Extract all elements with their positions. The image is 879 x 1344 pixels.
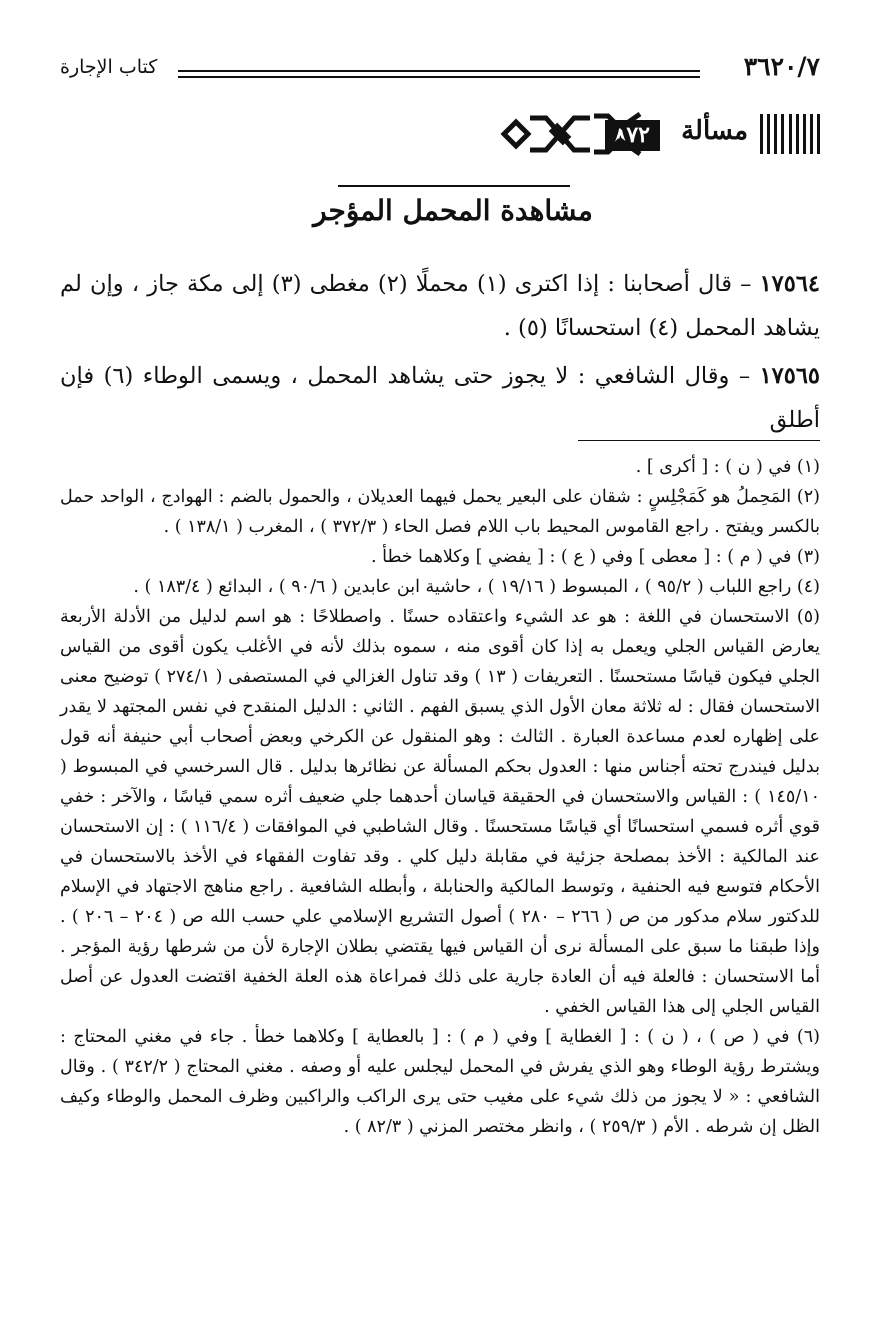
footnote: (٢) المَحِملُ هو كَمَجْلِسٍ : شقان على البعير يحمل فيهما العديلان ، والحمول بالضم : الهوادج ، الواحد حمل بالكسر ويفتح . راجع القاموس المحيط باب اللام فصل الحاء ( ٣٧٢/٣ ) ، المغرب ( ١٣٨/١ ) . <box>60 487 820 537</box>
footnotes <box>60 452 820 1142</box>
knot-ornament-icon <box>490 112 650 156</box>
paragraph <box>60 262 820 350</box>
paragraph-text: – وقال الشافعي : لا يجوز حتى يشاهد المحمل ، ويسمى الوطاء (٦) فإن أطلق <box>60 363 820 433</box>
paragraph-number: ١٧٥٦٥ <box>759 363 820 389</box>
heading-top-rule <box>338 185 570 187</box>
masala-banner <box>490 112 820 156</box>
header-double-rule <box>178 70 700 78</box>
footnote: (٤) راجع اللباب ( ٩٥/٢ ) ، المبسوط ( ١٩/١٦ ) ، حاشية ابن عابدين ( ٩٠/٦ ) ، البدائع ( ١٨٣/٤ ) . <box>133 577 820 597</box>
page-number: ٣٦٢٠/٧ <box>743 52 820 81</box>
masala-number-badge: ٨٧٢ <box>605 120 660 151</box>
running-header <box>60 52 820 92</box>
body-text <box>60 262 820 446</box>
footnote: (٥) الاستحسان في اللغة : هو عد الشيء واعتقاده حسنًا . واصطلاحًا : هو اسم لدليل من الأدلة الأربعة يعارض القياس الجلي ويعمل به إذا كان أقوى منه ، سموه بذلك لأنه في الأغلب يكون أقوى من القياس الجلي فيكون قياسًا مستحسنًا . التعريفات ( ١٣ ) وقد تناول الغزالي في المستصفى ( ٢٧٤/١ ) توضيح معنى الاستحسان فقال : له ثلاثة معان الأول الذي يسبق الفهم . الثاني : الدليل المنقدح في نفس المجتهد لا يقدر على إظهاره لعدم مساعدة العبارة . الثالث : وهو المنقول عن الكرخي وبعض أصحاب أبي حنيفة أنه قول بدليل فيندرج تحته أجناس منها : العدول بحكم المسألة عن نظائرها بدليل . قال السرخسي في المبسوط ( ١٤٥/١٠ ) : القياس والاستحسان في الحقيقة قياسان أحدهما جلي ضعيف أثره سمي قياسًا ، والآخر : خفي قوي أثره فسمي استحسانًا أي قياسًا مستحسنًا . وقال الشاطبي في الموافقات ( ١١٦/٤ ) : إن الاستحسان عند المالكية : الأخذ بمصلحة جزئية في مقابلة دليل كلي . وقد تفاوت الفقهاء في الأخذ بالاستحسان في الأحكام فتوسع فيه الحنفية ، وتوسط المالكية والحنابلة ، وأبطله الشافعية . راجع مناهج الاجتهاد في الإسلام للدكتور سلام مدكور من ص ( ٢٦٦ – ٢٨٠ ) أصول التشريع الإسلامي علي حسب الله ص ( ٢٠٤ – ٢٠٦ ) . وإذا طبقنا ما سبق على المسألة نرى أن القياس فيها يقتضي بطلان الإجارة لأن من شرطها رؤية المؤجر . أما الاستحسان : فالعلة فيه أن العادة جارية على ذلك فمراعاة هذه العلة الخفية اقتضت العدول عن أصل القياس الجلي إلى هذا القياس الخفي . <box>60 607 821 1017</box>
footnote: (٣) في ( م ) : [ معطى ] وفي ( ع ) : [ يفضي ] وكلاهما خطأ . <box>370 547 820 567</box>
book-title: كتاب الإجارة <box>60 56 158 78</box>
paragraph-number: ١٧٥٦٤ <box>759 271 821 297</box>
footnote-separator <box>578 440 820 441</box>
paragraph-text: – قال أصحابنا : إذا اكترى (١) محملًا (٢) مغطى (٣) إلى مكة جاز ، وإن لم يشاهد المحمل (٤) استحسانًا (٥) . <box>60 271 820 341</box>
banner-bars-ornament <box>760 114 820 154</box>
footnote: (١) في ( ن ) : [ أكرى ] . <box>635 457 820 477</box>
masala-label: مسألة <box>681 116 748 146</box>
footnote: (٦) في ( ص ) ، ( ن ) : [ الغطاية ] وفي ( م ) : [ بالعطاية ] وكلاهما خطأ . جاء في مغني المحتاج : ويشترط رؤية الوطاء وهو الذي يفرش في المحمل ليجلس عليه أو وصفه . مغني المحتاج ( ٣٤٢/٢ ) . وقال الشافعي : « لا يجوز من ذلك شيء على مغيب حتى يرى الراكب والراكبين وظرف المحمل والوطاء وكيف الظل إن شرطه . الأم ( ٢٥٩/٣ ) ، وانظر مختصر المزني ( ٨٢/٣ ) . <box>60 1027 820 1137</box>
chapter-heading: مشاهدة المحمل المؤجر <box>313 194 593 227</box>
paragraph <box>60 354 820 442</box>
